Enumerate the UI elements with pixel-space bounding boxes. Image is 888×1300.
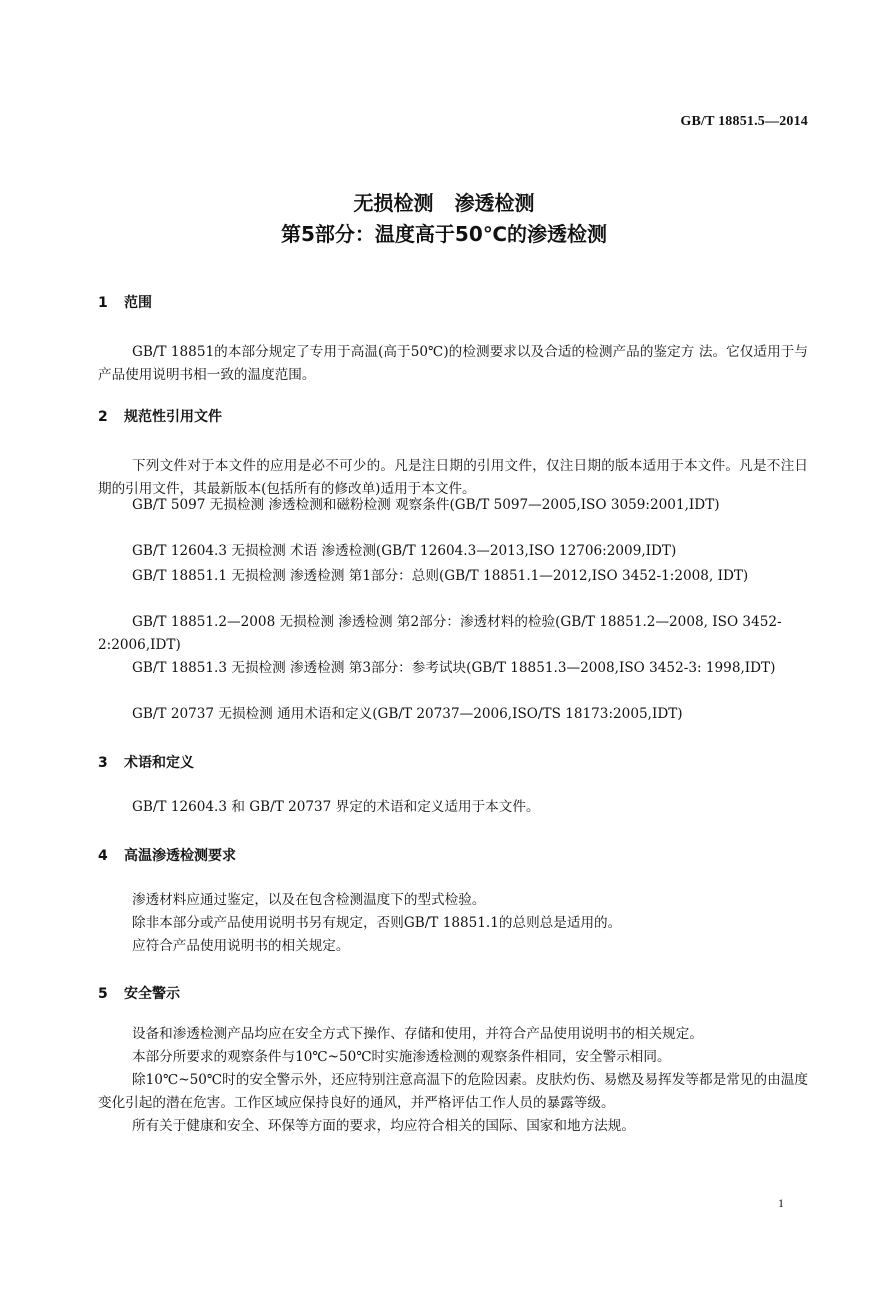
- section-title: 高温渗透检测要求: [124, 848, 236, 864]
- paragraph: GB/T 12604.3 和 GB/T 20737 界定的术语和定义适用于本文件。: [132, 799, 540, 815]
- paragraph: 设备和渗透检测产品均应在安全方式下操作、存储和使用，并符合产品使用说明书的相关规定。: [132, 1026, 703, 1042]
- section-number: 4: [98, 848, 108, 864]
- section-heading-3: [98, 752, 194, 772]
- section-title: 规范性引用文件: [124, 409, 222, 425]
- reference-item: GB/T 20737 无损检测 通用术语和定义(GB/T 20737—2006,ISO/TS 18173:2005,IDT): [132, 706, 683, 722]
- paragraph: 除10℃~50℃时的安全警示外，还应特别注意高温下的危险因素。皮肤灼伤、易燃及易挥发等都是常见的由温度变化引起的潜在危害。工作区域应保持良好的通风，并严格评估工作人员的暴露等级。: [98, 1072, 808, 1111]
- paragraph: 所有关于健康和安全、环保等方面的要求，均应符合相关的国际、国家和地方法规。: [132, 1118, 635, 1134]
- reference-item: GB/T 18851.2—2008 无损检测 渗透检测 第2部分：渗透材料的检验(GB/T 18851.2—2008, ISO 3452-2:2006,IDT): [98, 614, 782, 653]
- reference-item: GB/T 12604.3 无损检测 术语 渗透检测(GB/T 12604.3—2013,ISO 12706:2009,IDT): [132, 543, 677, 559]
- section-number: 3: [98, 755, 108, 771]
- page-number: 1: [778, 1196, 784, 1210]
- section-title: 安全警示: [124, 986, 180, 1002]
- paragraph: 渗透材料应通过鉴定，以及在包含检测温度下的型式检验。: [132, 892, 486, 908]
- section-title: 范围: [124, 295, 152, 311]
- section-heading-1: [98, 292, 152, 312]
- reference-item: GB/T 18851.3 无损检测 渗透检测 第3部分：参考试块(GB/T 18851.3—2008,ISO 3452-3: 1998,IDT): [132, 660, 776, 676]
- paragraph: 应符合产品使用说明书的相关规定。: [132, 938, 350, 954]
- reference-item: GB/T 5097 无损检测 渗透检测和磁粉检测 观察条件(GB/T 5097—2005,ISO 3059:2001,IDT): [132, 497, 720, 513]
- paragraph: 下列文件对于本文件的应用是必不可少的。凡是注日期的引用文件，仅注日期的版本适用于本文件。凡是不注日期的引用文件，其最新版本(包括所有的修改单)适用于本文件。: [98, 458, 808, 497]
- section-heading-5: [98, 983, 180, 1003]
- section-heading-2: [98, 406, 222, 426]
- section-number: 5: [98, 986, 108, 1002]
- section-number: 2: [98, 409, 108, 425]
- standard-code: GB/T 18851.5—2014: [680, 114, 808, 129]
- section-title: 术语和定义: [124, 755, 194, 771]
- document-title: [0, 188, 888, 250]
- paragraph: GB/T 18851的本部分规定了专用于高温(高于50℃)的检测要求以及合适的检测产品的鉴定方 法。它仅适用于与产品使用说明书相一致的温度范围。: [98, 344, 808, 383]
- reference-item: GB/T 18851.1 无损检测 渗透检测 第1部分：总则(GB/T 18851.1—2012,ISO 3452-1:2008, IDT): [132, 568, 749, 584]
- title-line-1: 无损检测 渗透检测: [353, 191, 535, 215]
- paragraph: 本部分所要求的观察条件与10℃~50℃时实施渗透检测的观察条件相同，安全警示相同。: [132, 1049, 671, 1065]
- paragraph: 除非本部分或产品使用说明书另有规定，否则GB/T 18851.1的总则总是适用的。: [132, 915, 622, 931]
- section-number: 1: [98, 295, 108, 311]
- section-heading-4: [98, 845, 236, 865]
- title-line-2: 第5部分：温度高于50℃的渗透检测: [281, 222, 607, 246]
